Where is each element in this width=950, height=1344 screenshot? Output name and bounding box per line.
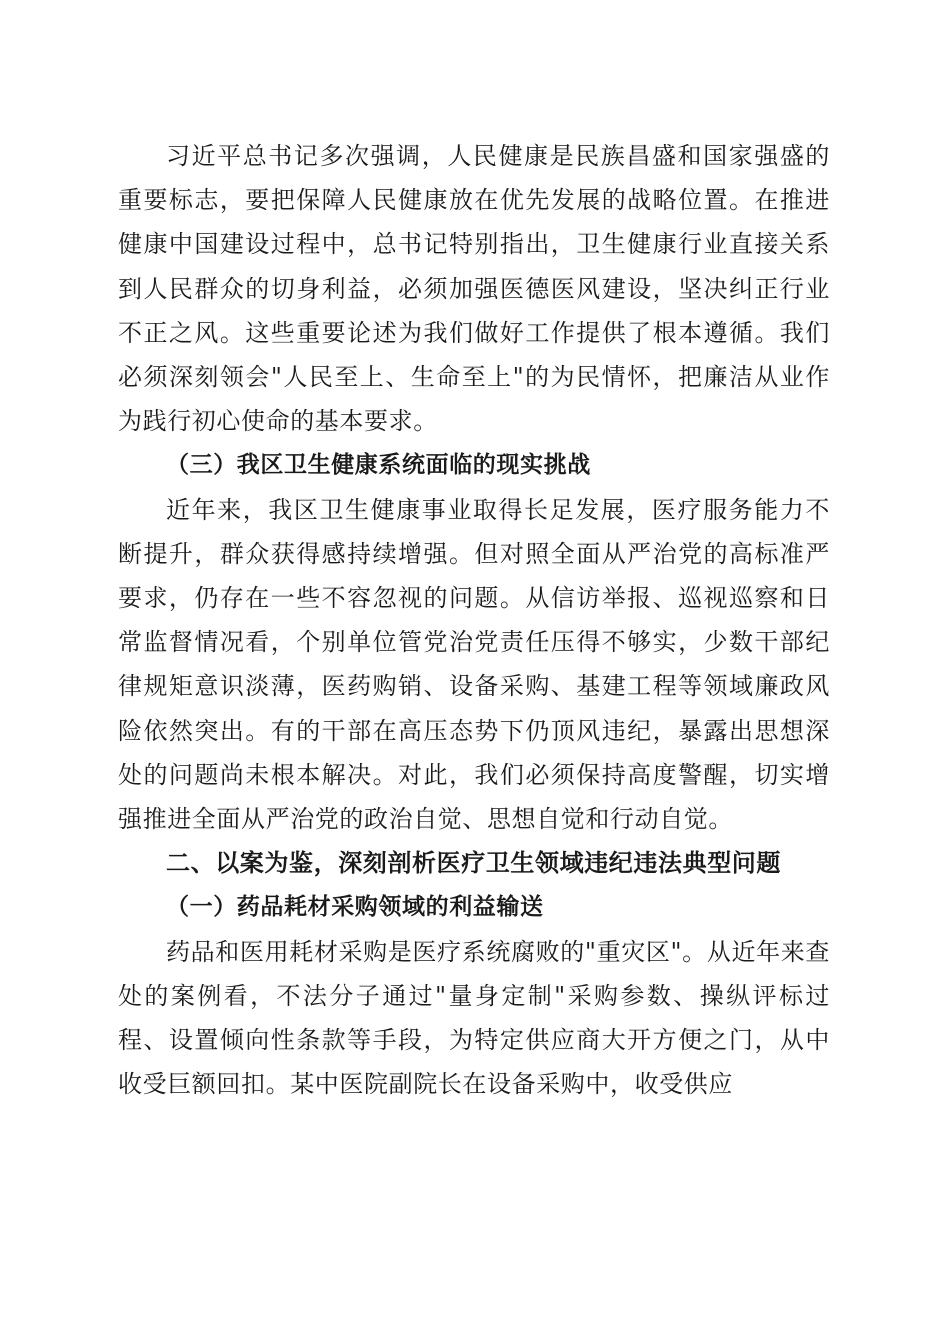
document-page	[118, 134, 830, 1106]
subheading-current-challenges: （三）我区卫生健康系统面临的现实挑战	[166, 451, 591, 479]
paragraph-leadership-emphasis: 习近平总书记多次强调，人民健康是民族昌盛和国家强盛的重要标志，要把保障人民健康放在优先发展的战略位置。在推进健康中国建设过程中，总书记特别指出，卫生健康行业直接关系到人民群众的切身利益，必须加强医德医风建设，坚决纠正行业不正之风。这些重要论述为我们做好工作提供了根本遵循。我们必须深刻领会"人民至上、生命至上"的为民情怀，把廉洁从业作为践行初心使命的基本要求。	[118, 142, 830, 436]
section-heading-case-analysis: 二、以案为鉴，深刻剖析医疗卫生领域违纪违法典型问题	[166, 849, 781, 878]
paragraph-district-situation: 近年来，我区卫生健康事业取得长足发展，医疗服务能力不断提升，群众获得感持续增强。但对照全面从严治党的高标准严要求，仍存在一些不容忽视的问题。从信访举报、巡视巡察和日常监督情况看，个别单位管党治党责任压得不够实，少数干部纪律规矩意识淡薄，医药购销、设备采购、基建工程等领域廉政风险依然突出。有的干部在高压态势下仍顶风违纪，暴露出思想深处的问题尚未根本解决。对此，我们必须保持高度警醒，切实增强推进全面从严治党的政治自觉、思想自觉和行动自觉。	[118, 495, 830, 834]
paragraph-procurement-corruption: 药品和医用耗材采购是医疗系统腐败的"重灾区"。从近年来查处的案例看，不法分子通过"量身定制"采购参数、操纵评标过程、设置倾向性条款等手段，为特定供应商大开方便之门，从中收受巨额回扣。某中医院副院长在设备采购中，收受供应	[118, 937, 830, 1099]
subheading-procurement: （一）药品耗材采购领域的利益输送	[166, 893, 544, 921]
